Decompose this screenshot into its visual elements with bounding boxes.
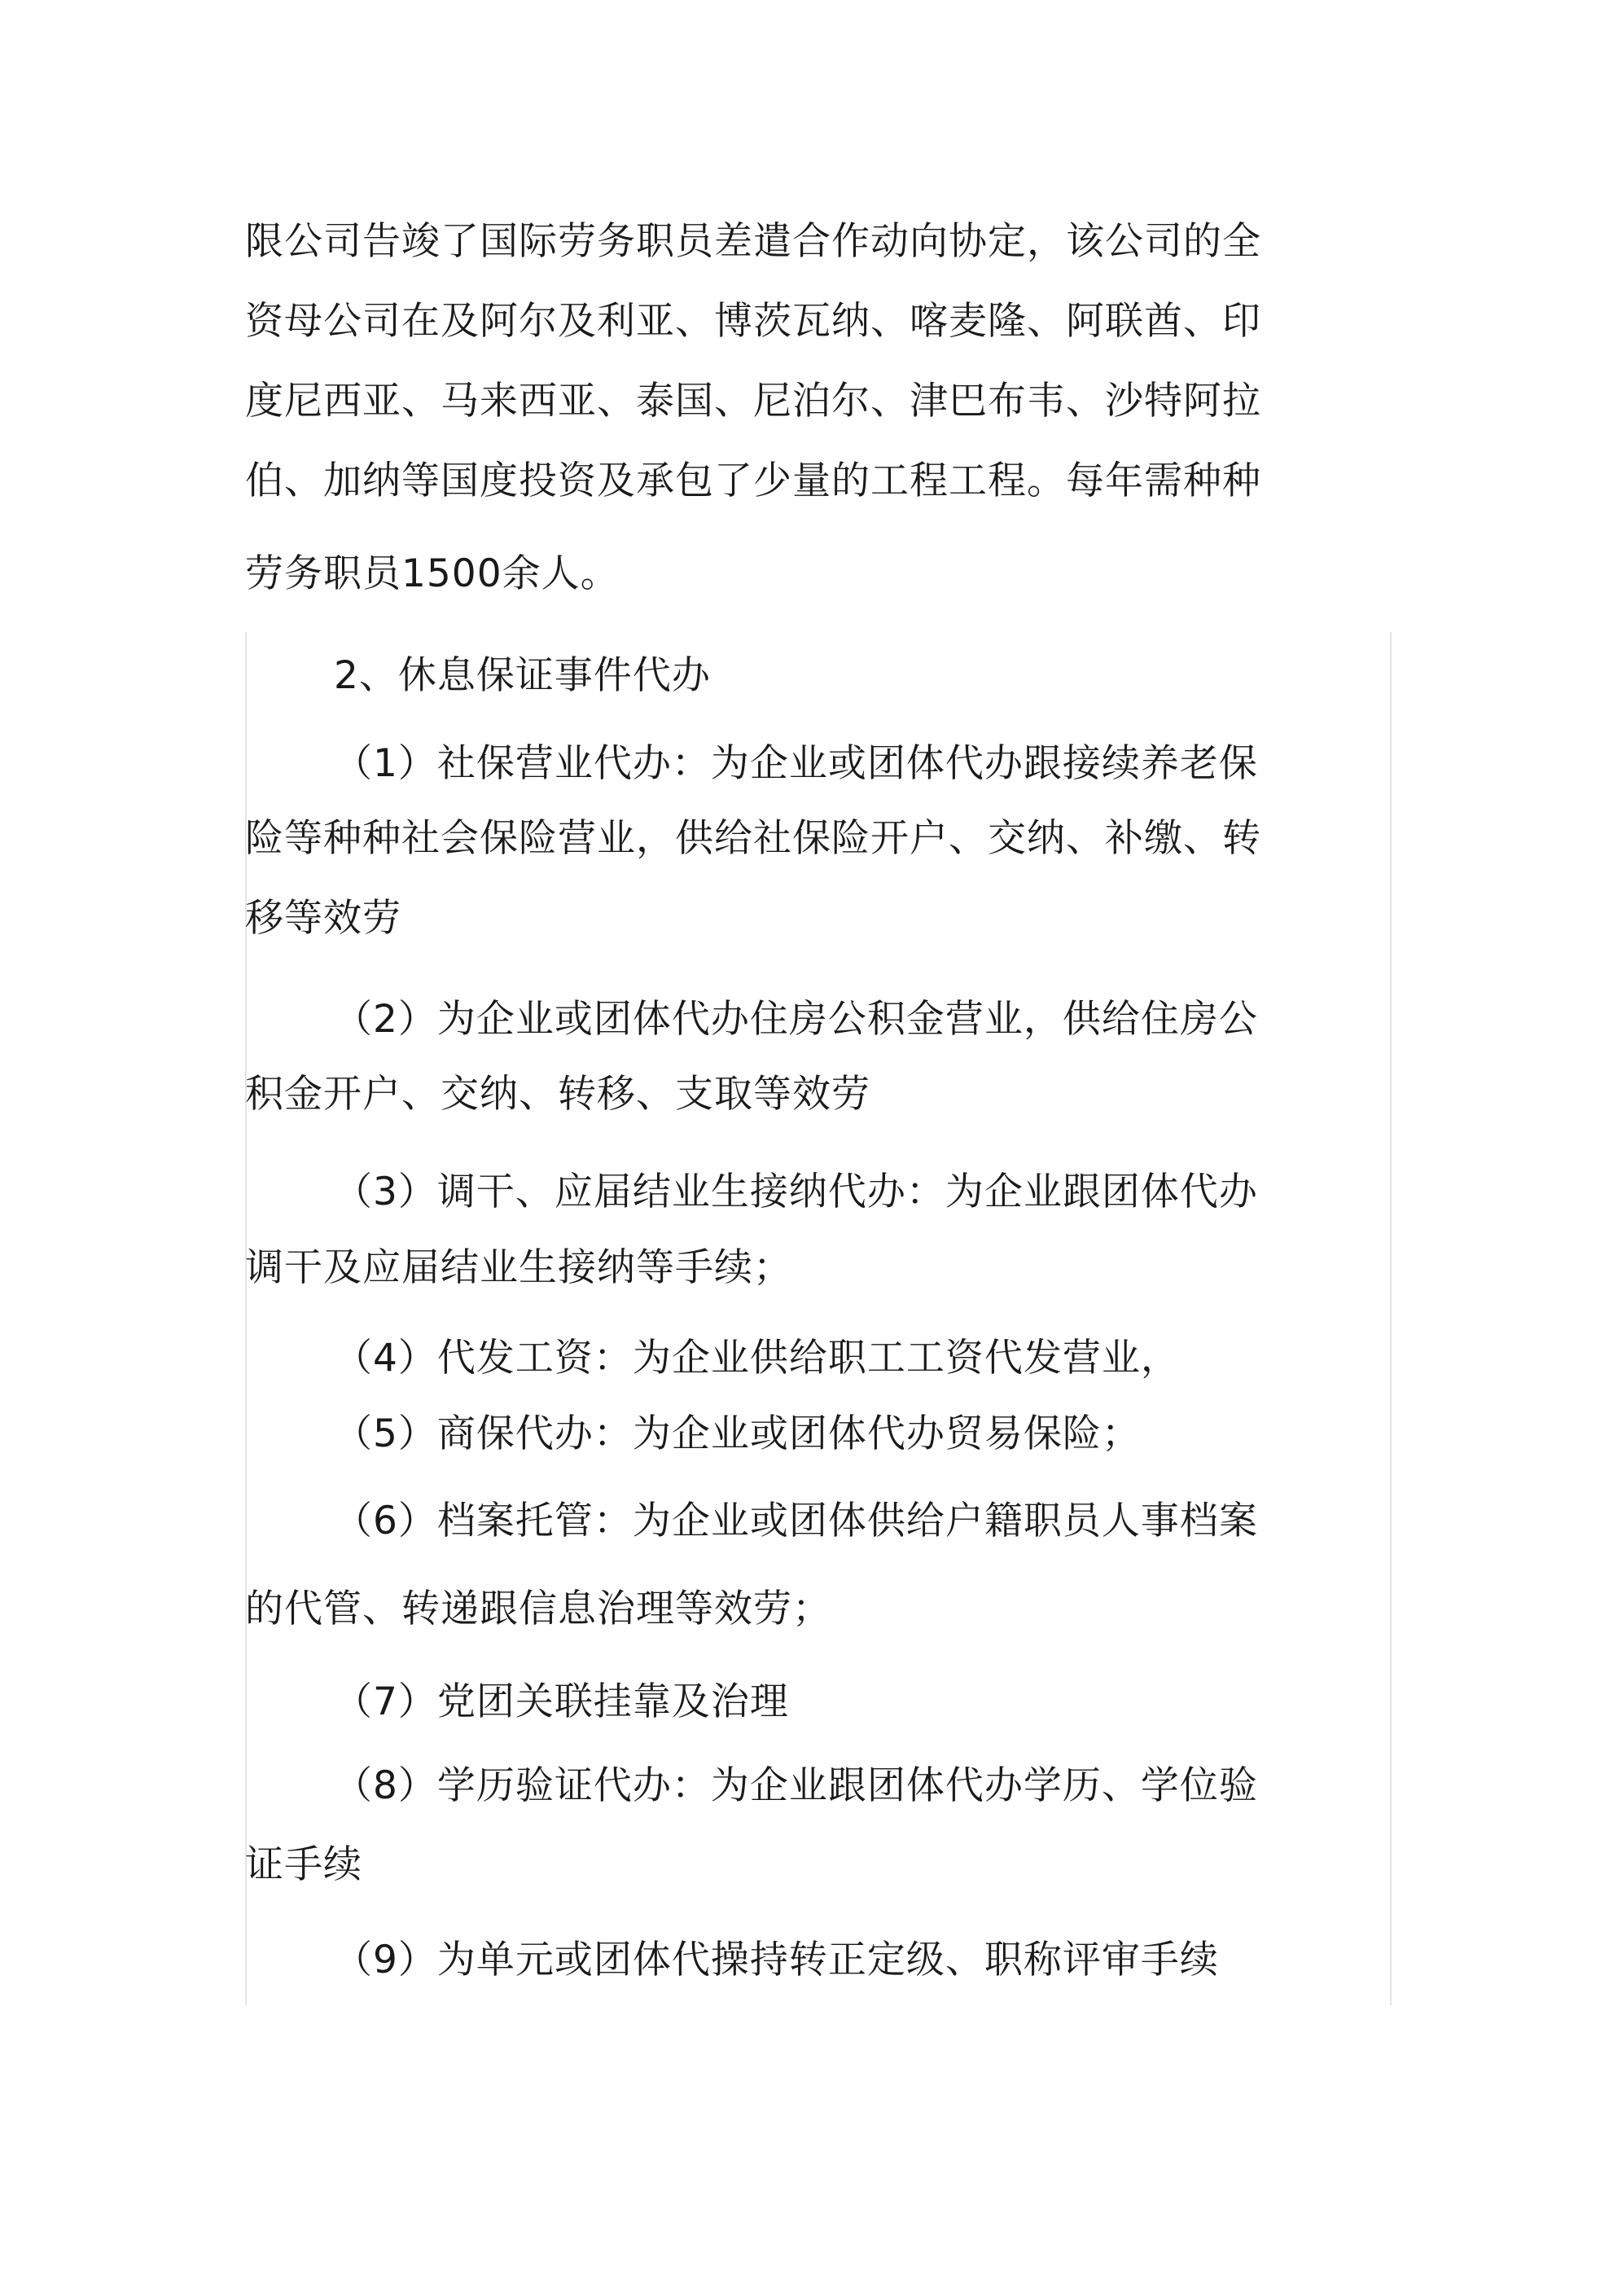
list-item-line: （7）党团关联挂靠及治理 [334,1679,789,1724]
paragraph-line: 劳务职员1500余人。 [245,551,620,596]
list-item-line: 调干及应届结业生接纳等手续； [245,1245,792,1290]
list-item-line: （6）档案托管：为企业或团体供给户籍职员人事档案 [334,1499,1258,1543]
list-item-line: （3）调干、应届结业生接纳代办：为企业跟团体代办 [334,1170,1258,1214]
list-item-line: （2）为企业或团体代办住房公积金营业，供给住房公 [334,997,1258,1042]
paragraph-line: 度尼西亚、马来西亚、泰国、尼泊尔、津巴布韦、沙特阿拉 [245,379,1261,424]
list-item-line: （9）为单元或团体代操持转正定级、职称评审手续 [334,1938,1219,1982]
list-item-line: （5）商保代办：为企业或团体代办贸易保险； [334,1411,1141,1456]
list-item-line: （8）学历验证代办：为企业跟团体代办学历、学位验 [334,1763,1258,1808]
list-item-line: （1）社保营业代办：为企业或团体代办跟接续养老保 [334,741,1258,786]
list-item-line: 证手续 [245,1842,362,1887]
paragraph-line: 伯、加纳等国度投资及承包了少量的工程工程。每年需种种 [245,459,1261,503]
list-item-line: 积金开户、交纳、转移、支取等效劳 [245,1072,870,1117]
list-item-line: （4）代发工资：为企业供给职工工资代发营业， [334,1336,1180,1381]
list-item-line: 险等种种社会保险营业，供给社保险开户、交纳、补缴、转 [245,816,1261,861]
paragraph-line: 资母公司在及阿尔及利亚、博茨瓦纳、喀麦隆、阿联酋、印 [245,299,1261,344]
list-item-line: 移等效劳 [245,896,401,941]
list-item-line: 的代管、转递跟信息治理等效劳； [245,1587,831,1631]
section-heading: 2、休息保证事件代办 [334,653,711,698]
paragraph-line: 限公司告竣了国际劳务职员差遣合作动向协定，该公司的全 [245,219,1261,264]
